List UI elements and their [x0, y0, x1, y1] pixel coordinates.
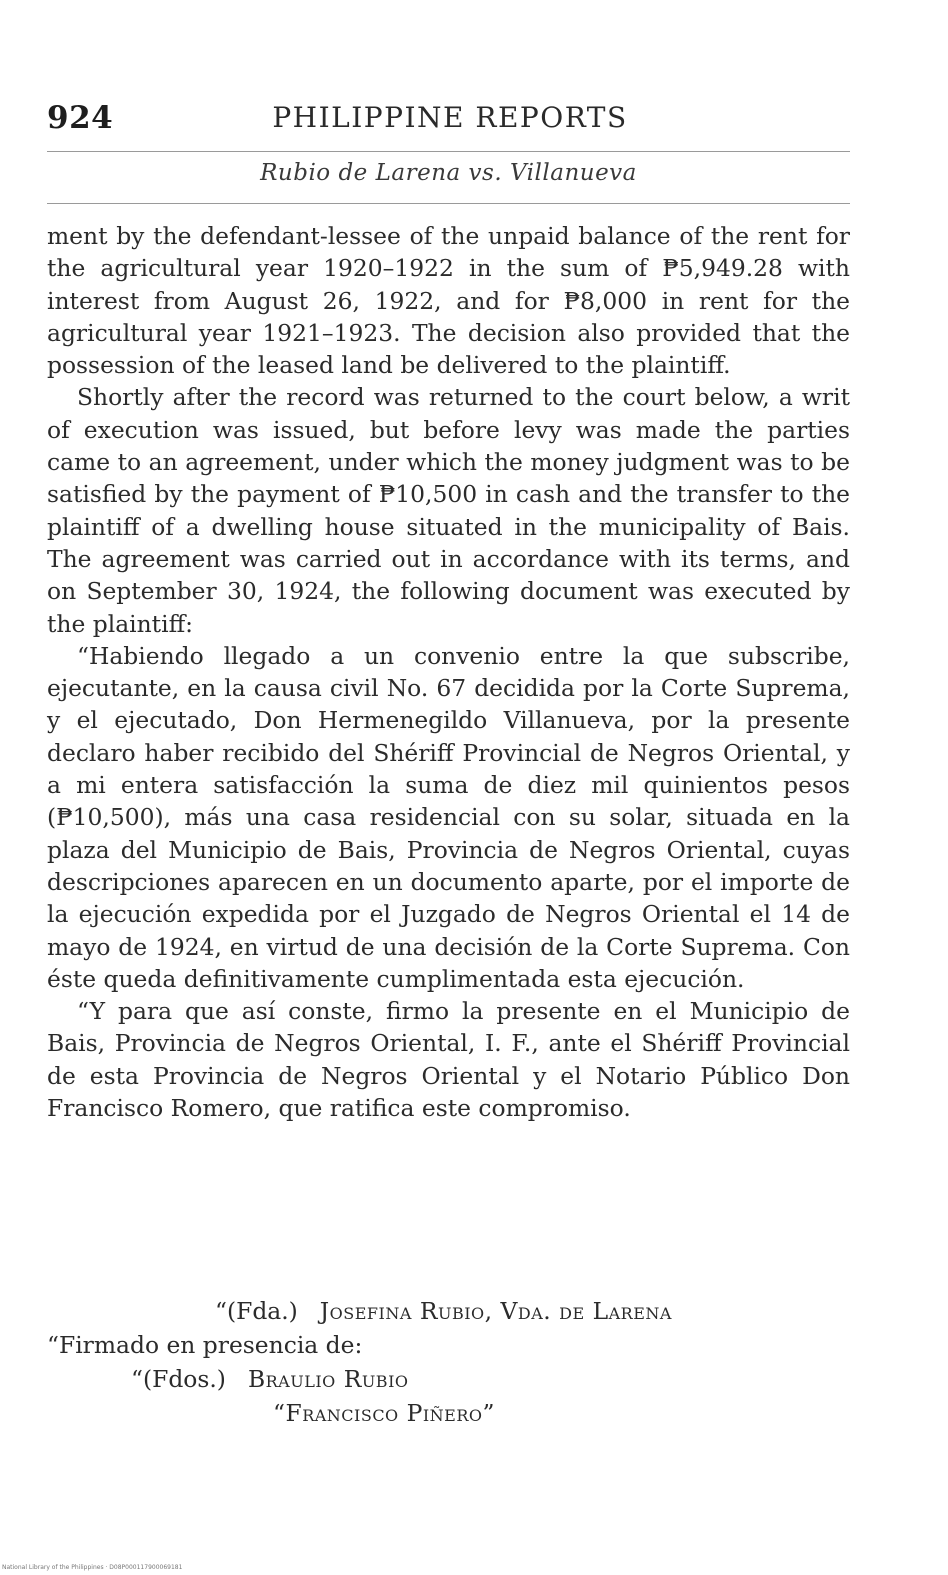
signer-line	[47, 1294, 850, 1328]
witnesses-prefix: “(Fdos.)	[131, 1365, 226, 1393]
witness-line-1	[47, 1362, 850, 1396]
page-number: 924	[47, 100, 114, 136]
header-rule-bottom	[47, 203, 850, 204]
paragraph-quoted-receipt: “Habiendo llegado a un convenio entre la que subscribe, ejecutante, en la causa civil No. 67 decidida por la Corte Suprema, y el ejecutado, Don Hermenegildo Villanueva, por la presente declaro haber recibido del Shériff Provincial de Negros Oriental, y a mi entera satisfacción la suma de diez mil quinientos pesos (₱10,500), más una casa residencial con su solar, situada en la plaza del Municipio de Bais, Provincia de Negros Oriental, cuyas descripciones aparecen en un documento aparte, por el importe de la ejecución expedida por el Juzgado de Negros Oriental el 14 de mayo de 1924, en virtud de una decisión de la Corte Suprema. Con éste queda definitivamente cumplimentada esta ejecución.	[47, 641, 850, 993]
paragraph-quoted-attestation: “Y para que así conste, firmo la presente en el Municipio de Bais, Provincia de Negros Oriental, I. F., ante el Shériff Provincial de esta Provincia de Negros Oriental y el Notario Público Don Francisco Romero, que ratifica este compromiso.	[47, 997, 850, 1123]
witness-intro: “Firmado en presencia de:	[47, 1331, 363, 1359]
scan-footer: National Library of the Philippines · D08P000117900069181	[2, 1564, 183, 1571]
signed-prefix: “(Fda.)	[215, 1297, 298, 1325]
witness-name-1: Braulio Rubio	[247, 1365, 409, 1393]
paragraph-execution: Shortly after the record was returned to the court below, a writ of execution was issued, but before levy was made the parties came to an agreement, under which the money judgment was to be satisfied by the payment of ₱10,500 in cash and the transfer to the plaintiff of a dwelling house situated in the municipality of Bais. The agreement was carried out in accordance with its terms, and on September 30, 1924, the following document was executed by the plaintiff:	[47, 383, 850, 638]
body-text	[47, 220, 850, 1124]
witness-name-2: “Francisco Piñero”	[273, 1399, 495, 1427]
signer-name: Josefina Rubio, Vda. de Larena	[319, 1297, 672, 1325]
case-title: Rubio de Larena vs. Villanueva	[260, 160, 637, 186]
running-head: PHILIPPINE REPORTS	[272, 101, 628, 134]
witness-line-2	[47, 1396, 850, 1430]
header-rule-top	[47, 151, 850, 152]
paragraph-continuation: ment by the defendant-lessee of the unpaid balance of the rent for the agricultural year 1920–1922 in the sum of ₱5,949.28 with interest from August 26, 1922, and for ₱8,000 in rent for the agricultural year 1921–1923. The decision also provided that the possession of the leased land be delivered to the plaintiff.	[47, 222, 850, 380]
signature-block	[47, 1294, 850, 1430]
